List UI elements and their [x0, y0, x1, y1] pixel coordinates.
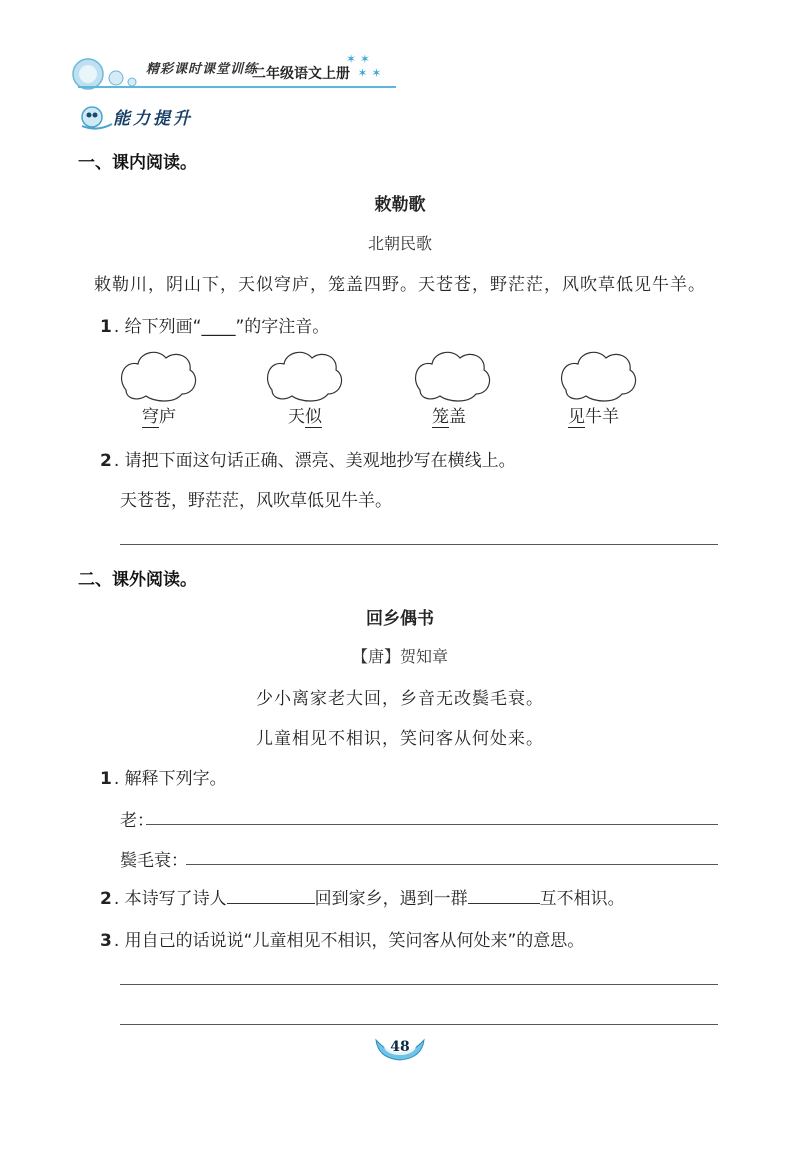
- word-3-underlined: 笼: [432, 407, 449, 427]
- cloud-box-2[interactable]: [268, 352, 342, 401]
- pinyin-cloud-boxes: [0, 346, 800, 406]
- star-icon: ✶ ✶ ✶ ✶: [346, 52, 382, 80]
- header-brand: 精彩课时课堂训练: [146, 62, 259, 77]
- section1-title: 一、课内阅读。: [78, 153, 197, 173]
- owl-icon: [80, 104, 114, 134]
- page-number: 48: [390, 1039, 410, 1055]
- poem1-author: 北朝民歌: [367, 234, 432, 253]
- s2-q2-text-c: 互不相识。: [539, 889, 625, 909]
- s2-question-1: [100, 764, 227, 789]
- poem2-line-2: 儿童相见不相识，笑问客从何处来。: [256, 729, 544, 749]
- s1-q1-number: 1: [100, 317, 112, 337]
- s2-q3-text: . 用自己的话说说“儿童相见不相识，笑问客从何处来”的意思。: [113, 931, 585, 951]
- section2-title: 二、课外阅读。: [78, 570, 197, 590]
- header-rule: [78, 86, 396, 88]
- header-logo-circles: [72, 54, 152, 98]
- s2-question-2: [100, 884, 625, 909]
- word-1: [142, 402, 176, 428]
- s2-q1-number: 1: [100, 769, 112, 789]
- s2-q1-item-2-line[interactable]: [186, 864, 718, 865]
- s2-q1-text: . 解释下列字。: [113, 769, 227, 789]
- s2-q3-answer-line-2[interactable]: [120, 1024, 718, 1025]
- s2-q3-answer-line-1[interactable]: [120, 984, 718, 985]
- header-book-title: 二年级语文上册: [252, 66, 350, 82]
- s2-q2-text-a: . 本诗写了诗人: [113, 889, 227, 909]
- s2-q3-number: 3: [100, 931, 112, 951]
- s1-q1-text: . 给下列画“____”的字注音。: [113, 317, 330, 337]
- word-4-rest: 牛羊: [585, 407, 619, 427]
- word-3: [432, 402, 466, 428]
- s1-q2-number: 2: [100, 451, 112, 471]
- s1-question-2: [100, 446, 516, 471]
- word-1-underlined: 穹: [142, 407, 159, 427]
- s2-q2-blank-1[interactable]: [227, 886, 315, 904]
- s2-q1-item-1-line[interactable]: [146, 824, 718, 825]
- s1-q2-text: . 请把下面这句话正确、漂亮、美观地抄写在横线上。: [113, 451, 516, 471]
- s1-q2-sentence: 天苍苍，野茫茫，风吹草低见牛羊。: [120, 491, 392, 511]
- poem1-text: 敕勒川，阴山下，天似穹庐，笼盖四野。天苍苍，野茫茫，风吹草低见牛羊。: [94, 275, 706, 295]
- poem2-title: 回乡偶书: [366, 609, 434, 629]
- s2-q2-number: 2: [100, 889, 112, 909]
- s2-question-3: [100, 926, 584, 951]
- s2-q1-item-2: 鬓毛衰：: [120, 851, 188, 871]
- poem1-title: 敕勒歌: [374, 195, 426, 215]
- s2-q2-blank-2[interactable]: [468, 886, 540, 904]
- word-2-pre: 天: [288, 407, 305, 427]
- word-2-underlined: 似: [305, 407, 322, 427]
- cloud-box-1[interactable]: [122, 352, 196, 401]
- word-3-rest: 盖: [449, 407, 466, 427]
- cloud-box-3[interactable]: [416, 352, 490, 401]
- s1-question-1: [100, 312, 329, 337]
- poem2-line-1: 少小离家老大回，乡音无改鬓毛衰。: [256, 689, 544, 709]
- s2-q2-text-b: 回到家乡，遇到一群: [314, 889, 468, 909]
- word-1-rest: 庐: [159, 407, 176, 427]
- section-badge-label: 能力提升: [113, 109, 193, 129]
- word-4: [568, 402, 619, 428]
- s1-q2-answer-line[interactable]: [120, 544, 718, 545]
- poem2-author: 【唐】贺知章: [351, 647, 448, 666]
- s2-q1-item-1: 老：: [120, 811, 154, 831]
- cloud-box-4[interactable]: [562, 352, 636, 401]
- word-4-underlined: 见: [568, 407, 585, 427]
- word-2: [288, 402, 322, 428]
